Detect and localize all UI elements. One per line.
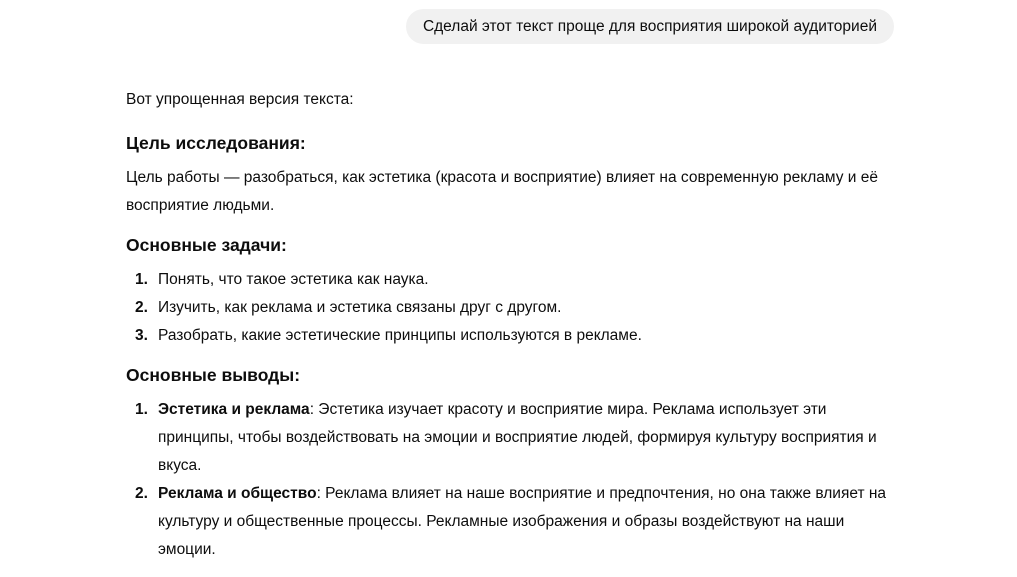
list-item-text: Изучить, как реклама и эстетика связаны друг с другом. [158, 299, 562, 316]
assistant-response [126, 86, 896, 576]
list-item [126, 294, 896, 322]
goal-text: Цель работы — разобраться, как эстетика (красота и восприятие) влияет на современную рекламу и её восприятие людьми. [126, 169, 878, 214]
list-number: 2. [135, 299, 148, 316]
list-item-text: Разобрать, какие эстетические принципы используются в рекламе. [158, 327, 642, 344]
list-item-text: : Реклама влияет на наше восприятие и предпочтения, но она также влияет на культуру и общественные процессы. Рекламные изображения и образы воздействуют на наши эмоции. [158, 485, 887, 558]
response-intro: Вот упрощенная версия текста: [126, 91, 354, 108]
list-item-term: Реклама и общество [158, 485, 317, 502]
tasks-heading: Основные задачи: [126, 235, 287, 255]
list-number: 2. [135, 485, 148, 502]
list-number: 1. [135, 271, 148, 288]
list-item-text: : Эстетика изучает красоту и восприятие мира. Реклама использует эти принципы, чтобы воздействовать на эмоции и восприятие людей, формируя культуру восприятия и вкуса. [158, 401, 877, 474]
list-item-text: Понять, что такое эстетика как наука. [158, 271, 429, 288]
list-item [126, 480, 896, 564]
conclusions-list [126, 396, 896, 564]
conclusions-heading: Основные выводы: [126, 365, 301, 385]
list-item [126, 266, 896, 294]
list-item [126, 322, 896, 350]
list-number: 3. [135, 327, 148, 344]
list-number: 1. [135, 401, 148, 418]
list-item [126, 396, 896, 480]
user-message-bubble: Сделай этот текст проще для восприятия широкой аудиторией [406, 9, 894, 44]
goal-heading: Цель исследования: [126, 133, 306, 153]
tasks-list [126, 266, 896, 350]
list-item-term: Эстетика и реклама [158, 401, 310, 418]
